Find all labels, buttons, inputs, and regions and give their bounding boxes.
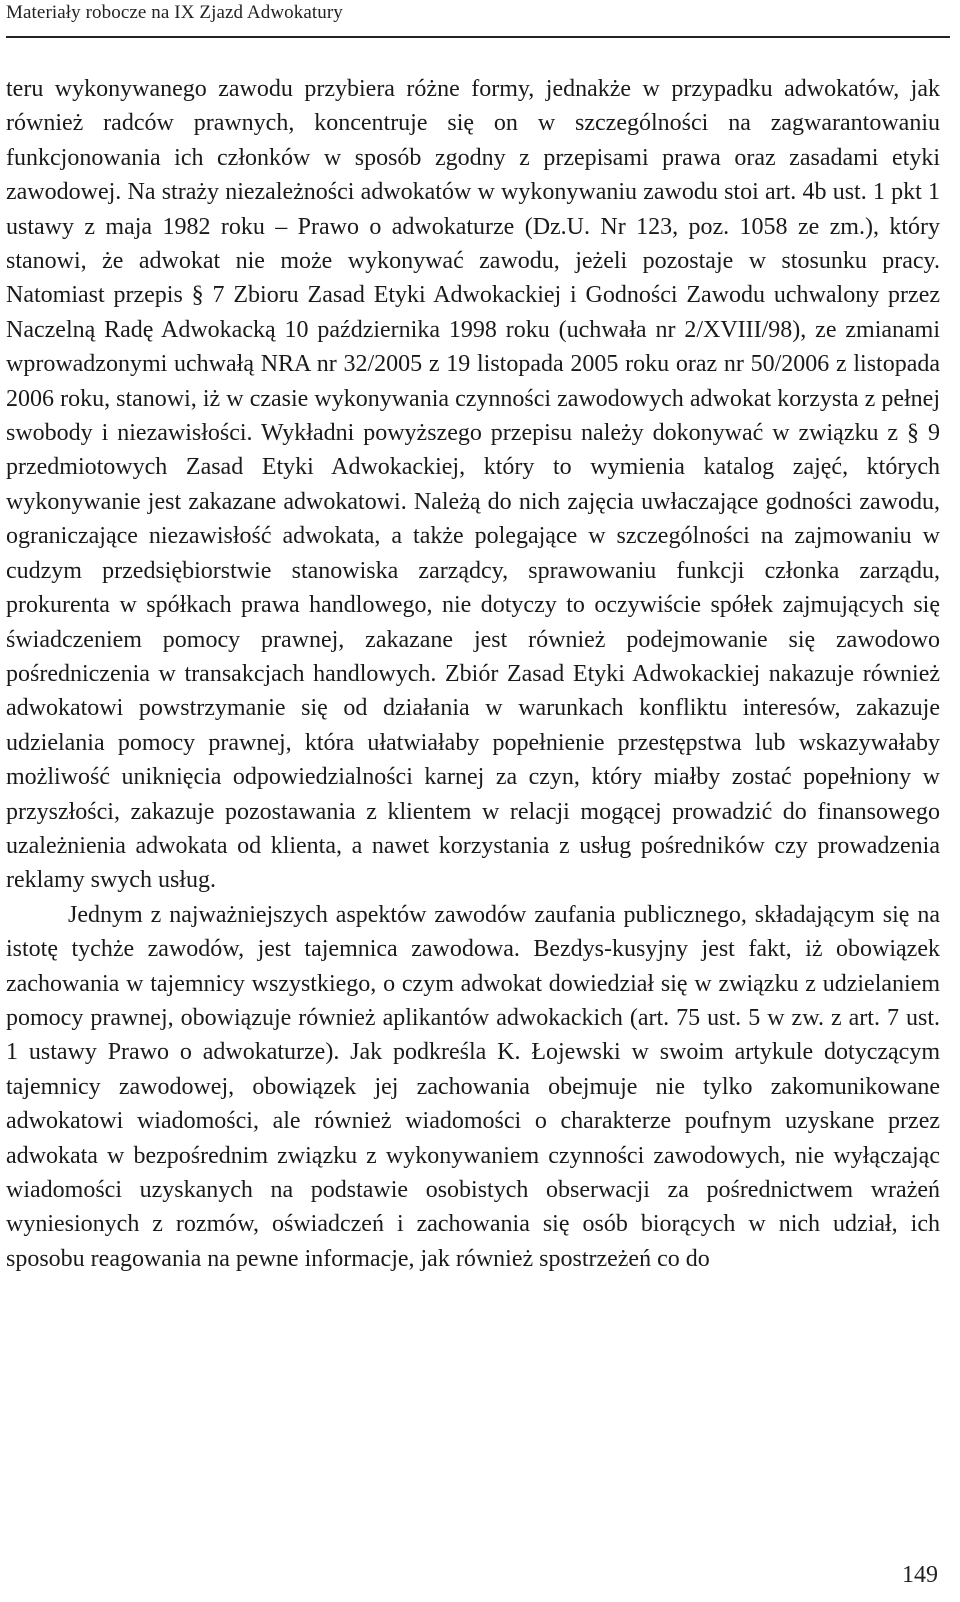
paragraph-1: teru wykonywanego zawodu przybiera różne formy, jednakże w przypadku adwokatów, jak również radców prawnych, koncentruje się on w szczególności na zagwarantowaniu funkcjonowania ich członków w sposób zgodny z przepisami prawa oraz zasadami etyki zawodowej. Na straży niezależności adwokatów w wykonywaniu zawodu stoi art. 4b ust. 1 pkt 1 ustawy z maja 1982 roku – Prawo o adwokaturze (Dz.U. Nr 123, poz. 1058 ze zm.), który stanowi, że adwokat nie może wykonywać zawodu, jeżeli pozostaje w stosunku pracy. Natomiast przepis § 7 Zbioru Zasad Etyki Adwokackiej i Godności Zawodu uchwalony przez Naczelną Radę Adwokacką 10 października 1998 roku (uchwała nr 2/XVIII/98), ze zmianami wprowadzonymi uchwałą NRA nr 32/2005 z 19 listopada 2005 roku oraz nr 50/2006 z listopada 2006 roku, stanowi, iż w czasie wykonywania czynności zawodowych adwokat korzysta z pełnej swobody i niezawisłości. Wykładni powyższego przepisu należy dokonywać w związku z § 9 przedmiotowych Zasad Etyki Adwokackiej, który to wymienia katalog zajęć, których wykonywanie jest zakazane adwokatowi. Należą do nich zajęcia uwłaczające godności zawodu, ograniczające niezawisłość adwokata, a także polegające w szczególności na zajmowaniu w cudzym przedsiębiorstwie stanowiska zarządcy, sprawowaniu funkcji członka zarządu, prokurenta w spółkach prawa handlowego, nie dotyczy to oczywiście spółek zajmujących się świadczeniem pomocy prawnej, zakazane jest również podejmowanie się zawodowo pośredniczenia w transakcjach handlowych. Zbiór Zasad Etyki Adwokackiej nakazuje również adwokatowi powstrzymanie się od działania w warunkach konfliktu interesów, zakazuje udzielania pomocy prawnej, która ułatwiałaby popełnienie przestępstwa lub wskazywałaby możliwość uniknięcia odpowiedzialności karnej za czyn, który miałby zostać popełniony w przyszłości, zakazuje pozostawania z klientem w relacji mogącej prowadzić do finansowego uzależnienia adwokata od klienta, a nawet korzystania z usług pośredników czy prowadzenia reklamy swych usług. — [6, 76, 940, 894]
paragraph-2: Jednym z najważniejszych aspektów zawodów zaufania publicznego, składającym się na istotę tychże zawodów, jest tajemnica zawodowa. Bezdys-kusyjny jest fakt, iż obowiązek zachowania w tajemnicy wszystkiego, o czym adwokat dowiedział się w związku z udzielaniem pomocy prawnej, obowiązuje również aplikantów adwokackich (art. 75 ust. 5 w zw. z art. 7 ust. 1 ustawy Prawo o adwokaturze). Jak podkreśla K. Łojewski w swoim artykule dotyczącym tajemnicy zawodowej, obowiązek jej zachowania obejmuje nie tylko zakomunikowane adwokatowi wiadomości, ale również wiadomości o charakterze poufnym uzyskane przez adwokata w bezpośrednim związku z wykonywaniem czynności zawodowych, nie wyłączając wiadomości uzyskanych na podstawie osobistych obserwacji za pośrednictwem wrażeń wyniesionych z rozmów, oświadczeń i zachowania się osób biorących w nich udział, ich sposobu reagowania na pewne informacje, jak również spostrzeżeń co do — [6, 901, 940, 1272]
page-number: 149 — [902, 1562, 938, 1588]
running-header: Materiały robocze na IX Zjazd Adwokatury — [6, 2, 343, 23]
header-rule — [6, 36, 950, 38]
body-text — [6, 72, 940, 1276]
